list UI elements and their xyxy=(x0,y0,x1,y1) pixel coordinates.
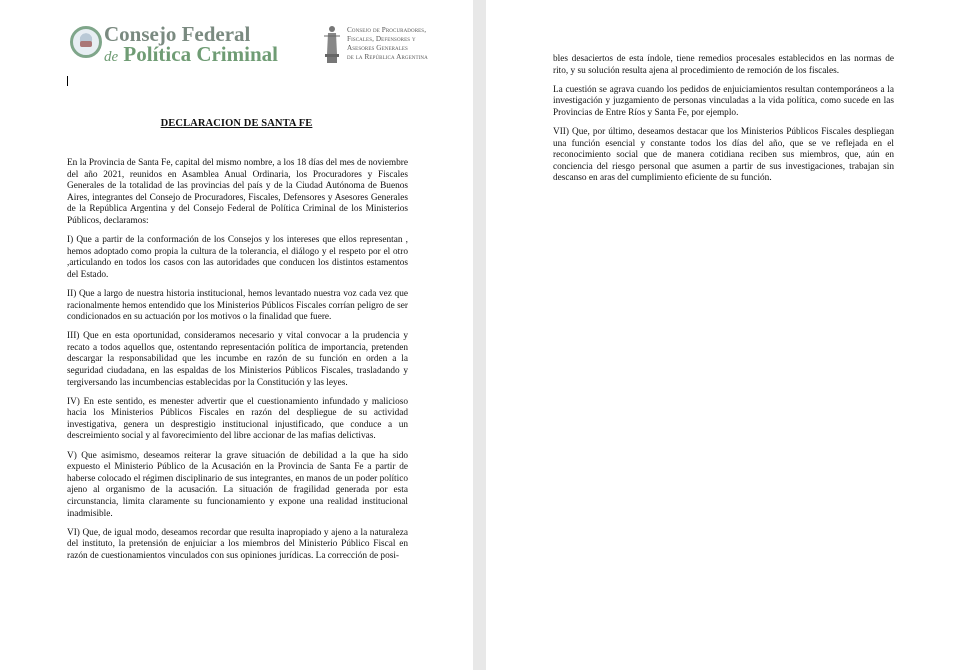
justice-statue-icon xyxy=(322,24,342,64)
paragraph-vii: VII) Que, por último, deseamos destacar que los Ministerios Públicos Fiscales despliegan una función esencial y constante todos los días del año, que se ve reflejada en el reconocimiento social que de manera cotidiana reciben sus miembros, que, aún en conciencia del riesgo personal que asumen a partir de sus investigaciones, trabajan sin descanso en aras del cumplimiento eficiente de su función. xyxy=(553,126,894,184)
paragraph-vi: VI) Que, de igual modo, deseamos recordar que resulta inapropiado y ajeno a la naturaleza del instituto, la pretensión de enjuiciar a los miembros del Ministerio Público Fiscal en razón de cuestionamientos vinculados con sus opiniones jurídicas. La corrección de posi- xyxy=(67,527,408,561)
document-title: DECLARACION DE SANTA FE xyxy=(160,118,313,129)
consejo-federal-logo xyxy=(70,22,278,66)
paragraph-i: I) Que a partir de la conformación de los Consejos y los intereses que ellos representan , hemos adoptado como propia la cultura de la tolerancia, el diálogo y el respeto por el otro ,articulando en todos los casos con las autoridades que conducen los distintos estamentos del Estado. xyxy=(67,235,408,280)
argentina-seal-icon xyxy=(70,26,102,58)
consejo-procuradores-logo xyxy=(322,22,462,68)
page1-body[interactable] xyxy=(67,158,408,570)
paragraph-iv: IV) En este sentido, es menester advertir que el cuestionamiento infundado y malicioso hacia los Ministerios Públicos Fiscales en razón del despliegue de su actividad investigativa, genera un desprestigio institucional injustificado, que conduce a un descreimiento social y al favorecimiento del libre accionar de las mafias delictivas. xyxy=(67,396,408,442)
paragraph-aggravation: La cuestión se agrava cuando los pedidos de enjuiciamientos resultan contemporáneos a la investigación y juzgamiento de personas vinculadas a la vida política, como sucede en las Provincias de Entre Ríos y Santa Fe, por ejemplo. xyxy=(553,84,894,118)
logo-left-prefix: de xyxy=(104,49,119,65)
logo-right-line-3: Asesores Generales xyxy=(347,44,408,52)
document-page-1 xyxy=(0,0,473,670)
logo-right-line-2: Fiscales, Defensores y xyxy=(347,35,416,43)
intro-paragraph: En la Provincia de Santa Fe, capital del mismo nombre, a los 18 días del mes de noviembre del año 2021, reunidos en Asamblea Anual Ordinaria, los Procuradores y Fiscales Generales de la totalidad de las provincias del país y de la Ciudad Autónoma de Buenos Aires, integrantes del Consejo de Procuradores, Fiscales, Defensores y Asesores Generales de la República Argentina y del Consejo Federal de Política Criminal de los Ministerios Públicos, declaramos: xyxy=(67,158,408,226)
paragraph-v: V) Que asimismo, deseamos reiterar la grave situación de debilidad a la que ha sido expuesto el Ministerio Público de la Acusación en la Provincia de Santa Fe a partir de haberse colocado el régimen disciplinario de sus integrantes, en manos de un poder político ajeno al organismo de la acusación. La situación de fragilidad generada por esta circunstancia, limita claramente su funcionamiento y expone una realidad institucional inadmisible. xyxy=(67,450,408,519)
logo-left-line2: Política Criminal xyxy=(123,42,278,66)
paragraph-iii: III) Que en esta oportunidad, consideramos necesario y vital convocar a la prudencia y recato a todos aquellos que, ostentando representación política de importancia, pretenden descargar la responsabilidad que les incumbe en razón de su función en orden a la seguridad ciudadana, en las espaldas de los Ministerios Públicos Fiscales, trasladando y tergiversando las incumbencias establecidas por la Constitución y las leyes. xyxy=(67,331,408,388)
paragraph-ii: II) Que a largo de nuestra historia institucional, hemos levantado nuestra voz cada vez que racionalmente hemos entendido que los Ministerios Públicos Fiscales corrían peligro de ser condicionados en su actuación por los motivos o la finalidad que fuere. xyxy=(67,288,408,323)
logo-right-line-4: de la República Argentina xyxy=(347,53,428,61)
page2-body[interactable] xyxy=(553,54,894,192)
text-cursor xyxy=(67,76,68,86)
paragraph-vi-continued: bles desaciertos de esta índole, tiene remedios procesales establecidos en las normas de rito, y su solución resulta ajena al procedimiento de remoción de los fiscales. xyxy=(553,54,894,76)
logo-left-line1: Consejo Federal xyxy=(104,22,251,46)
logo-right-line-1: Consejo de Procuradores, xyxy=(347,26,427,34)
